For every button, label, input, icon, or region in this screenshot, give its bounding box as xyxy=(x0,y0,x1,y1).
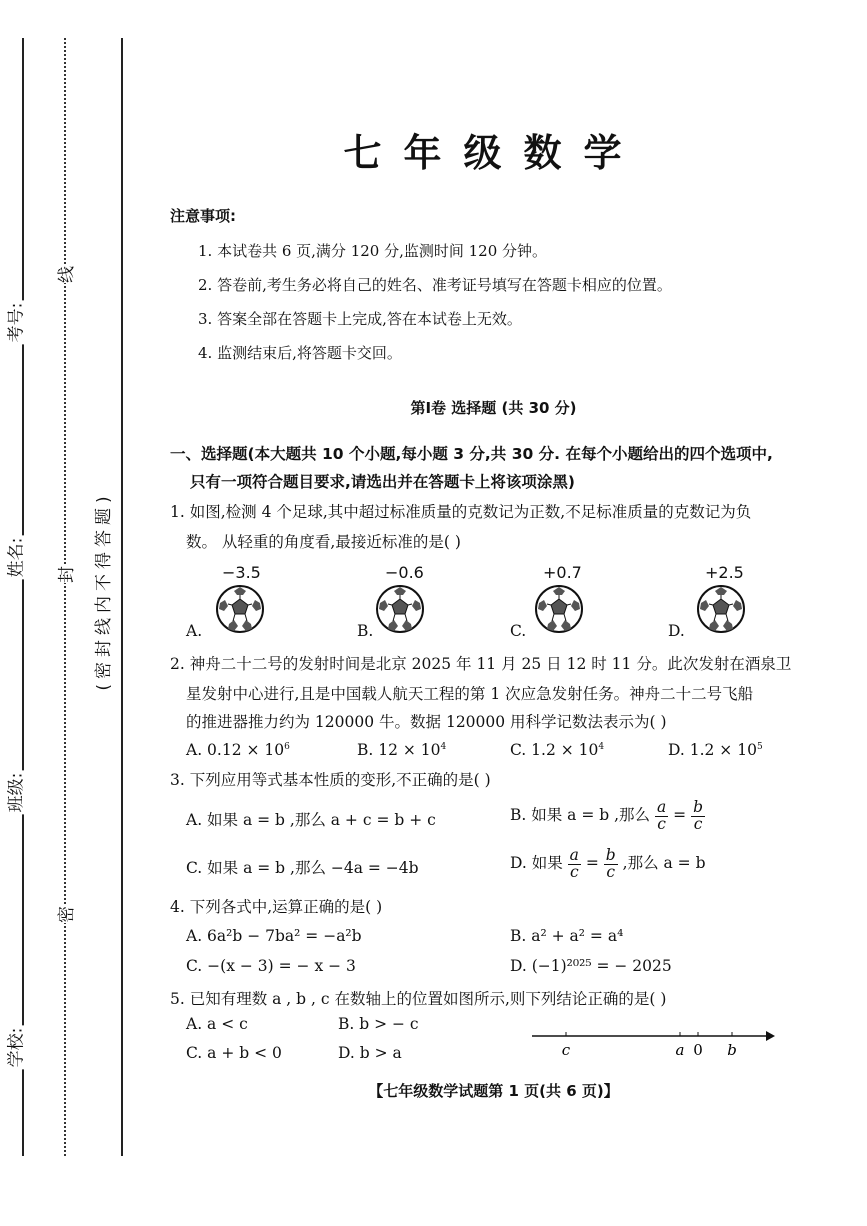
q5-option-d: D. b > a xyxy=(338,1044,402,1062)
q3-option-b: B. 如果 a = b ,那么 $\frac{a}{c}$ = $\frac{b}{c}$ xyxy=(510,798,703,833)
q2-stem-line2: 星发射中心进行,且是中国载人航天工程的第 1 次应急发射任务。神舟二十二号飞船 xyxy=(186,685,754,703)
q5-option-c: C. a + b < 0 xyxy=(186,1044,282,1062)
seal-char-seal: 封 xyxy=(50,566,79,583)
q2-option-d: D. $1.2 \times 10^5$ xyxy=(668,741,763,759)
note-item: 1. 本试卷共 6 页,满分 120 分,监测时间 120 分钟。 xyxy=(198,242,548,260)
number-line-diagram xyxy=(530,1022,775,1062)
note-item: 4. 监测结束后,将答题卡交回。 xyxy=(198,344,402,362)
q1-option-b-label: B. xyxy=(357,622,374,640)
soccer-ball-icon xyxy=(696,584,746,634)
q2-option-b: B. $12 \times 10^4$ xyxy=(357,741,447,759)
q2-option-c: C. $1.2 \times 10^4$ xyxy=(510,741,605,759)
q2-stem-line3: 的推进器推力约为 120000 牛。数据 120000 用科学记数法表示为( ) xyxy=(186,713,667,731)
q5-option-a: A. a < c xyxy=(186,1015,248,1033)
q4-stem: 4. 下列各式中,运算正确的是( ) xyxy=(170,898,383,916)
q5-option-b: B. b > − c xyxy=(338,1015,419,1033)
soccer-ball-icon xyxy=(375,584,425,634)
q1-stem-line2: 数。 从轻重的角度看,最接近标准的是( ) xyxy=(186,533,461,551)
q1-value-c: +0.7 xyxy=(543,563,582,582)
q2-stem-line1: 2. 神舟二十二号的发射时间是北京 2025 年 11 月 25 日 12 时 11 分。此次发射在酒泉卫 xyxy=(170,655,792,673)
soccer-ball-icon xyxy=(534,584,584,634)
q1-option-d-label: D. xyxy=(668,622,685,640)
q3-stem: 3. 下列应用等式基本性质的变形,不正确的是( ) xyxy=(170,771,491,789)
binding-line-outer xyxy=(22,38,24,1156)
q4-option-b: B. a² + a² = a⁴ xyxy=(510,927,624,945)
q2-option-a: A. $0.12 \times 10^6$ xyxy=(186,741,290,759)
q1-value-b: −0.6 xyxy=(385,563,424,582)
label-a: a xyxy=(675,1041,685,1059)
note-item: 3. 答案全部在答题卡上完成,答在本试卷上无效。 xyxy=(198,310,522,328)
q4-option-c: C. −(x − 3) = − x − 3 xyxy=(186,957,356,975)
section-title: 第Ⅰ卷 选择题 (共 30 分) xyxy=(410,399,577,417)
q1-option-a-label: A. xyxy=(186,622,203,640)
label-b: b xyxy=(727,1041,737,1059)
part1-instruction-line2: 只有一项符合题目要求,请选出并在答题卡上将该项涂黑) xyxy=(190,473,575,491)
q4-option-a: A. 6a²b − 7ba² = −a²b xyxy=(186,927,362,945)
q3-option-d: D. 如果 $\frac{a}{c}$ = $\frac{b}{c}$ ,那么 a = b xyxy=(510,846,706,881)
page-title: 七年级数学 xyxy=(343,131,644,175)
part1-instruction-line1: 一、选择题(本大题共 10 个小题,每小题 3 分,共 30 分. 在每个小题给出的四个选项中, xyxy=(170,445,773,463)
q1-stem-line1: 1. 如图,检测 4 个足球,其中超过标准质量的克数记为正数,不足标准质量的克数记为负 xyxy=(170,503,752,521)
binding-line-dotted xyxy=(64,38,66,1156)
q1-value-a: −3.5 xyxy=(222,563,261,582)
q3-option-a: A. 如果 a = b ,那么 a + c = b + c xyxy=(186,811,436,829)
seal-char-secret: 密 xyxy=(50,906,79,923)
sealing-note-text: (密封线内不得答题) xyxy=(94,491,114,691)
note-item: 2. 答卷前,考生务必将自己的姓名、准考证号填写在答题卡相应的位置。 xyxy=(198,276,672,294)
label-zero: 0 xyxy=(693,1041,703,1059)
q3-option-c: C. 如果 a = b ,那么 −4a = −4b xyxy=(186,859,419,877)
school-label: 学校: xyxy=(1,1026,26,1070)
label-c: c xyxy=(561,1041,571,1059)
page-footer: 【七年级数学试题第 1 页(共 6 页)】 xyxy=(368,1082,619,1100)
notes-heading: 注意事项: xyxy=(170,207,236,225)
seal-char-line: 线 xyxy=(50,266,79,283)
name-label: 姓名: xyxy=(1,536,26,580)
q4-option-d: D. (−1)²⁰²⁵ = − 2025 xyxy=(510,957,672,975)
class-label: 班级: xyxy=(1,771,26,815)
exam-number-label: 考号: xyxy=(1,301,26,345)
soccer-ball-icon xyxy=(215,584,265,634)
sealing-note xyxy=(82,460,122,720)
q1-option-c-label: C. xyxy=(510,622,527,640)
q5-stem: 5. 已知有理数 a , b , c 在数轴上的位置如图所示,则下列结论正确的是( ) xyxy=(170,990,667,1008)
arrow-head-icon xyxy=(766,1031,775,1041)
q1-value-d: +2.5 xyxy=(705,563,744,582)
